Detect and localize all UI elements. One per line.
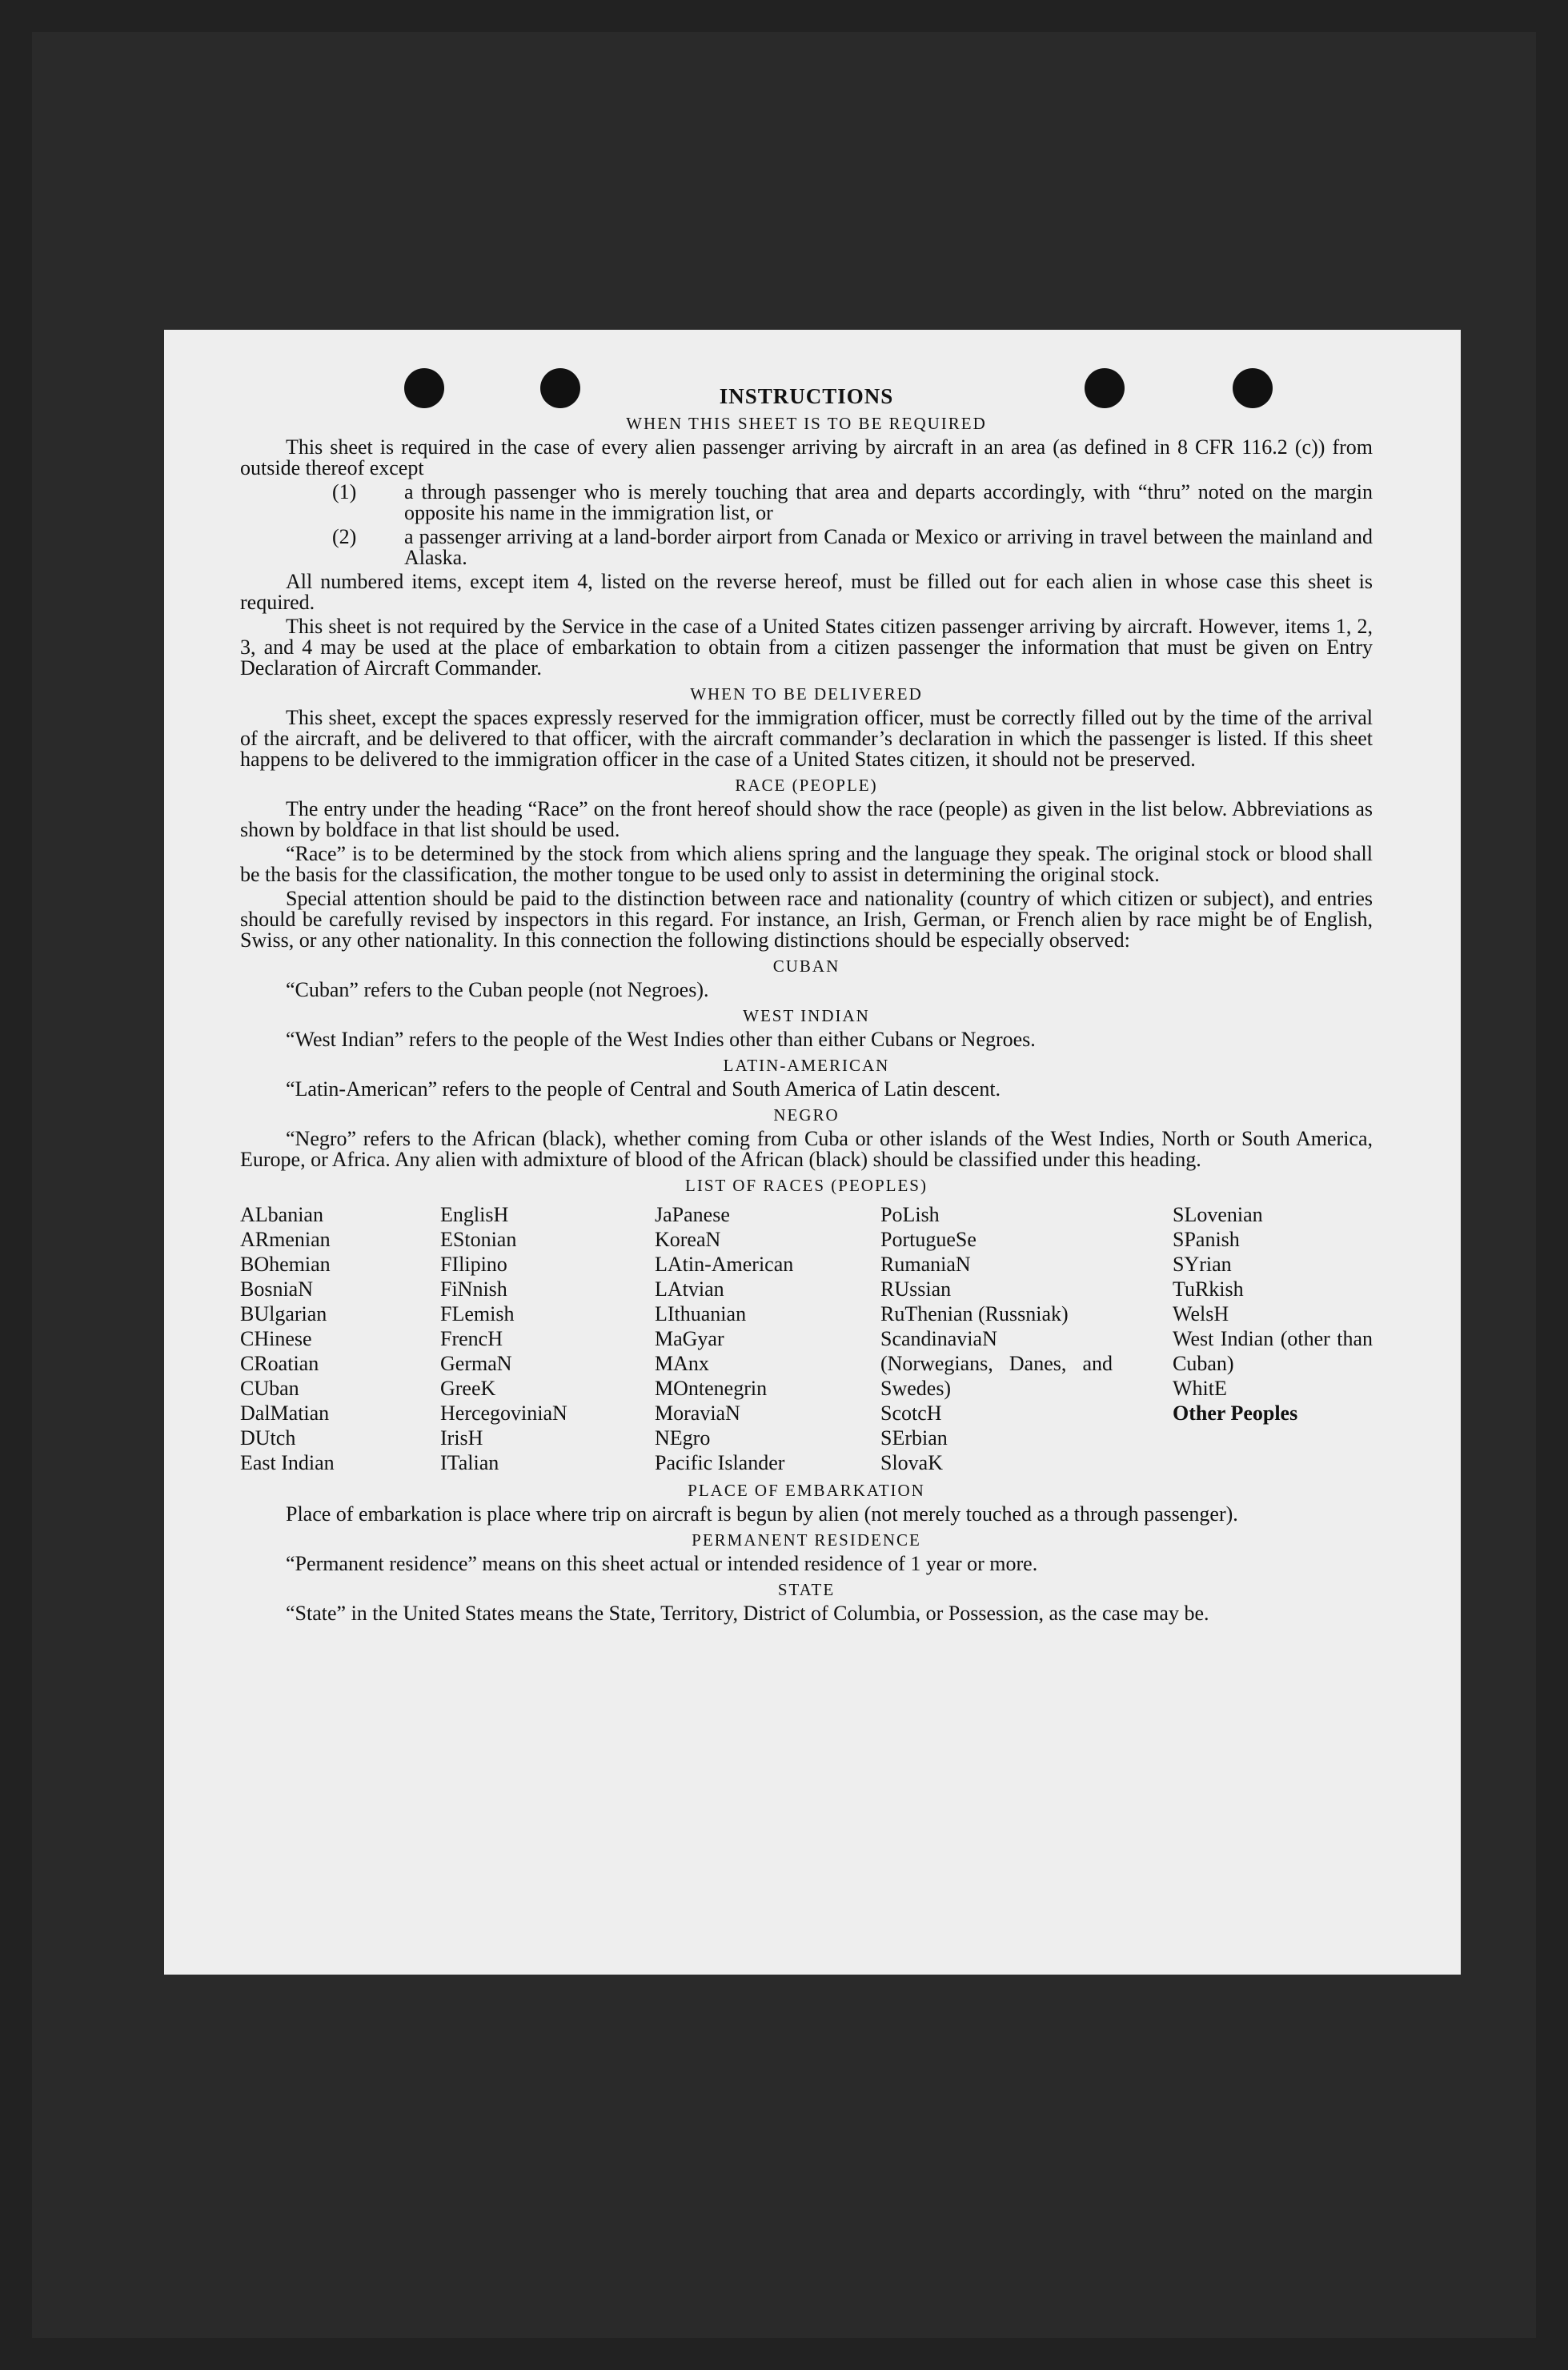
race-entry: ARmenian (240, 1228, 331, 1251)
race-entry: CUban (240, 1377, 299, 1400)
race-column-5 (1173, 1202, 1373, 1475)
heading-when-required: WHEN THIS SHEET IS TO BE REQUIRED (626, 414, 987, 433)
race-para-2: “Race” is to be determined by the stock from which aliens spring and the language they speak. The original stock or blood shall be the basis for the classification, the mother tongue to be used only to assist in determining the original stock. (240, 842, 1373, 886)
place-of-embarkation-text: Place of embarkation is place where trip on aircraft is begun by alien (not merely touched as a through passenger). (286, 1502, 1238, 1526)
race-entry: Other Peoples (1173, 1402, 1298, 1425)
exception-number: (1) (332, 480, 357, 503)
punch-hole-2 (540, 368, 580, 408)
heading-west-indian: WEST INDIAN (743, 1006, 870, 1025)
exception-number: (2) (332, 525, 357, 548)
race-entry: Pacific Islander (655, 1451, 785, 1474)
heading-permanent-residence: PERMANENT RESIDENCE (692, 1530, 921, 1550)
state-text: “State” in the United States means the State, Territory, District of Columbia, or Possession, as the case may be. (286, 1602, 1209, 1625)
exception-text: a passenger arriving at a land-border airport from Canada or Mexico or arriving in travel between the mainland and Alaska. (404, 525, 1373, 569)
race-entry: SYrian (1173, 1253, 1232, 1276)
race-entry: ScotcH (880, 1402, 942, 1425)
punch-hole-1 (404, 368, 444, 408)
race-entry: TuRkish (1173, 1277, 1244, 1301)
exception-item-2 (240, 527, 1373, 568)
exception-text: a through passenger who is merely touching that area and departs accordingly, with “thru” noted on the margin opposite his name in the immigration list, or (404, 480, 1373, 524)
race-entry: MaGyar (655, 1327, 724, 1350)
heading-cuban: CUBAN (772, 956, 840, 976)
race-entry: WhitE (1173, 1377, 1227, 1400)
race-entry: FIlipino (440, 1253, 507, 1276)
race-entry: DalMatian (240, 1402, 330, 1425)
race-entry: BOhemian (240, 1253, 331, 1276)
race-entry: GermaN (440, 1352, 512, 1375)
latin-american-text: “Latin-American” refers to the people of Central and South America of Latin descent. (286, 1077, 1001, 1101)
heading-negro: NEGRO (773, 1105, 840, 1125)
page-title: INSTRUCTIONS (719, 384, 894, 408)
race-entry: MoraviaN (655, 1402, 740, 1425)
race-entry: MAnx (655, 1352, 709, 1375)
race-entry: BUlgarian (240, 1302, 327, 1325)
race-entry: FiNnish (440, 1277, 507, 1301)
race-entry: FrencH (440, 1327, 503, 1350)
exception-item-1 (240, 482, 1373, 523)
race-entry: CHinese (240, 1327, 312, 1350)
heading-list-of-races: LIST OF RACES (PEOPLES) (685, 1176, 928, 1195)
race-list (240, 1202, 1373, 1475)
race-entry: BosniaN (240, 1277, 313, 1301)
west-indian-text: “West Indian” refers to the people of the West Indies other than either Cubans or Negroes. (286, 1028, 1036, 1051)
heading-when-delivered: WHEN TO BE DELIVERED (690, 684, 923, 704)
race-entry: RumaniaN (880, 1253, 971, 1276)
when-required-intro: This sheet is required in the case of every alien passenger arriving by aircraft in an area (as defined in 8 CFR 116.2 (c)) from outside thereof except (240, 435, 1373, 479)
race-entry: NEgro (655, 1426, 711, 1450)
negro-text: “Negro” refers to the African (black), whether coming from Cuba or other islands of the West Indies, North or South America, Europe, or Africa. Any alien with admixture of blood of the African (black) should be classified under this heading. (240, 1127, 1373, 1171)
race-entry: RuThenian (Russniak) (880, 1302, 1069, 1325)
race-column-3 (655, 1202, 880, 1475)
race-entry: JaPanese (655, 1203, 730, 1226)
race-entry: SlovaK (880, 1451, 943, 1474)
race-entry: WelsH (1173, 1302, 1229, 1325)
cuban-text: “Cuban” refers to the Cuban people (not Negroes). (286, 978, 709, 1001)
race-entry: PoLish (880, 1203, 940, 1226)
race-entry: PortugueSe (880, 1228, 976, 1251)
when-delivered-text: This sheet, except the spaces expressly reserved for the immigration officer, must be correctly filled out by the time of the arrival of the aircraft, and be delivered to that officer, with the aircraft commander’s declaration in which the passenger is listed. If this sheet happens to be delivered to the immigration officer in the case of a United States citizen, it should not be preserved. (240, 706, 1373, 771)
race-column-1 (240, 1202, 440, 1475)
when-required-para-3: This sheet is not required by the Service in the case of a United States citizen passenger arriving by aircraft. However, items 1, 2, 3, and 4 may be used at the place of embarkation to obtain from a citizen passenger the information that must be given on Entry Declaration of Aircraft Commander. (240, 615, 1373, 680)
instruction-sheet (164, 330, 1461, 1975)
race-entry: LAtin-American (655, 1253, 794, 1276)
race-entry: West Indian (other than Cuban) (1173, 1327, 1373, 1375)
race-entry: LAtvian (655, 1277, 724, 1301)
punch-hole-4 (1233, 368, 1273, 408)
race-entry: LIthuanian (655, 1302, 747, 1325)
race-entry: SLovenian (1173, 1203, 1263, 1226)
race-column-2 (440, 1202, 655, 1475)
race-entry: FLemish (440, 1302, 515, 1325)
race-entry: ALbanian (240, 1203, 323, 1226)
race-entry: EnglisH (440, 1203, 509, 1226)
race-para-1: The entry under the heading “Race” on the front hereof should show the race (people) as given in the list below. Abbreviations as shown by boldface in that list should be used. (240, 797, 1373, 841)
race-para-3: Special attention should be paid to the distinction between race and nationality (country of which citizen or subject), and entries should be carefully revised by inspectors in this regard. For instance, an Irish, German, or French alien by race might be of English, Swiss, or any other nationality. In this connection the following distinctions should be especially observed: (240, 887, 1373, 952)
heading-latin-american: LATIN-AMERICAN (723, 1056, 890, 1075)
race-entry: SErbian (880, 1426, 948, 1450)
race-column-4 (880, 1202, 1113, 1475)
punch-hole-3 (1085, 368, 1125, 408)
race-entry: MOntenegrin (655, 1377, 768, 1400)
race-entry: CRoatian (240, 1352, 319, 1375)
heading-place-of-embarkation: PLACE OF EMBARKATION (688, 1481, 925, 1500)
race-entry: HercegoviniaN (440, 1402, 567, 1425)
when-required-para-2: All numbered items, except item 4, listed on the reverse hereof, must be filled out for each alien in whose case this sheet is required. (240, 570, 1373, 614)
race-entry: ScandinaviaN (Norwegians, Danes, and Swedes) (880, 1327, 1113, 1400)
race-entry: DUtch (240, 1426, 296, 1450)
race-entry: EStonian (440, 1228, 517, 1251)
race-entry: SPanish (1173, 1228, 1240, 1251)
race-entry: KoreaN (655, 1228, 721, 1251)
race-entry: GreeK (440, 1377, 496, 1400)
race-entry: ITalian (440, 1451, 499, 1474)
race-entry: IrisH (440, 1426, 483, 1450)
race-entry: East Indian (240, 1451, 335, 1474)
permanent-residence-text: “Permanent residence” means on this sheet actual or intended residence of 1 year or more. (286, 1552, 1038, 1575)
race-entry: RUssian (880, 1277, 952, 1301)
heading-race: RACE (PEOPLE) (735, 776, 878, 795)
heading-state: STATE (777, 1580, 836, 1599)
